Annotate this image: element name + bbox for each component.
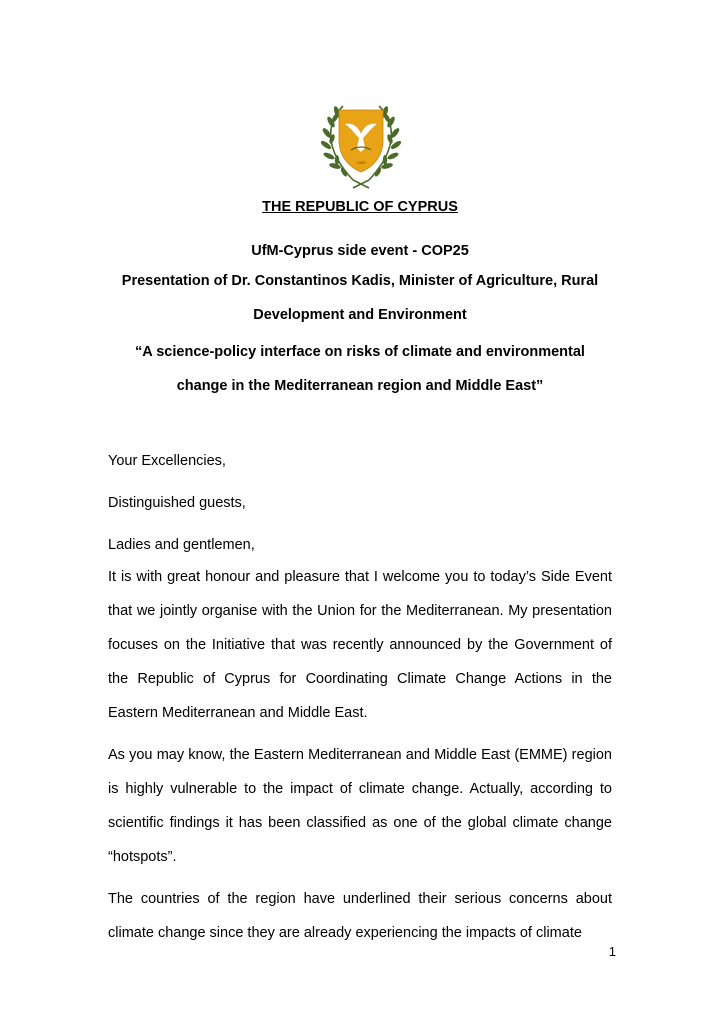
salutation-3: Ladies and gentlemen, (108, 537, 255, 553)
presentation-title: Presentation of Dr. Constantinos Kadis, Minister of Agriculture, Rural Development and Environment (121, 273, 599, 323)
talk-title: “A science-policy interface on risks of climate and environmental change in the Mediterranean region and Middle East” (135, 344, 585, 394)
coat-of-arms-icon (313, 100, 409, 190)
paragraph: It is with great honour and pleasure that I welcome you to today’s Side Event that we jointly organise with the Union for the Mediterranean. My presentation focuses on the Initiative that was recently announced by the Government of the Republic of Cyprus for Coordinating Climate Change Actions in the Eastern Mediterranean and Middle East. (108, 569, 612, 721)
page-number: 1 (608, 944, 616, 959)
salutation-1: Your Excellencies, (108, 453, 226, 469)
event-title: UfM-Cyprus side event - COP25 (251, 243, 469, 259)
paragraph: The countries of the region have underlined their serious concerns about climate change since they are already experiencing the impacts of climate (108, 891, 612, 941)
body-text (108, 560, 612, 958)
emblem-year: 1960 (356, 160, 366, 165)
paragraph: As you may know, the Eastern Mediterranean and Middle East (EMME) region is highly vulnerable to the impact of climate change. Actually, according to scientific findings it has been classified as one of the global climate change “hotspots”. (108, 747, 612, 865)
salutation-2: Distinguished guests, (108, 495, 246, 511)
country-title: THE REPUBLIC OF CYPRUS (262, 199, 458, 215)
